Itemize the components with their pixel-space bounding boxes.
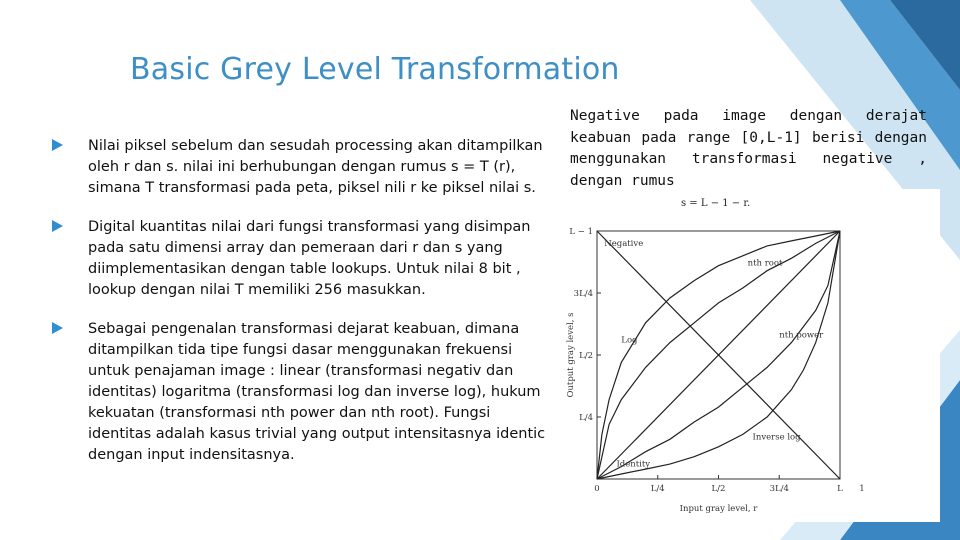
y-tick-label: 3L/4 [573, 289, 593, 299]
bullet-text: Digital kuantitas nilai dari fungsi transformasi yang disimpan pada satu dimensi array dan pemeraan dari r dan s yang diimplementasikan dengan table lookups. Untuk nilai 8 bit , lookup dengan nilai T memiliki 256 masukkan. [88, 219, 531, 298]
y-tick-label: L/4 [579, 413, 593, 423]
bullet-arrow-icon [52, 220, 63, 232]
x-tick-label: L/2 [711, 484, 726, 494]
x-tick-label: 3L/4 [769, 484, 789, 494]
y-axis-label: Output gray level, s [566, 312, 576, 398]
curve-label: Negative [604, 238, 644, 249]
curve-label: Identity [616, 459, 651, 470]
y-tick-label: L − 1 [569, 227, 593, 237]
x-axis-label: Input gray level, r [679, 504, 758, 514]
bullet-text: Nilai piksel sebelum dan sesudah processing akan ditampilkan oleh r dan s. nilai ini berhubungan dengan rumus s = T (r), simana T transformasi pada peta, piksel nili r ke piksel nilai s. [88, 138, 543, 196]
bullet-arrow-icon [52, 322, 63, 334]
x-tick-label: L/4 [650, 484, 665, 494]
negative-description: Negative pada image dengan derajat keabuan pada range [0,L-1] berisi dengan menggunakan transformasi negative , dengan rumus [570, 108, 927, 189]
transformation-chart [563, 189, 940, 522]
formula-label: s = L − 1 − r. [681, 198, 751, 209]
bullet-text: Sebagai pengenalan transformasi dejarat keabuan, dimana ditampilkan tida tipe fungsi dasar menggunakan frekuensi untuk penajaman image : linear (transformasi negativ dan identitas) logaritma (transformasi log dan inverse log), hukum kekuatan (transformasi nth power dan nth root). Fungsi identitas adalah kasus trivial yang output intensitasnya identic dengan input indensitasnya. [88, 321, 546, 463]
bullet-item [52, 319, 552, 466]
curve-label: nth root [747, 258, 783, 269]
curve-label: Log [621, 335, 638, 346]
curve-label: Inverse log [752, 432, 801, 443]
x-tick-label: 1 [859, 484, 865, 494]
transformation-figure [563, 189, 940, 522]
bullet-item [52, 217, 552, 301]
bullet-list [52, 136, 552, 484]
bullet-item [52, 136, 552, 199]
y-tick-label: L/2 [579, 351, 593, 361]
x-tick-label: 0 [594, 484, 600, 494]
bullet-arrow-icon [52, 139, 63, 151]
slide-title: Basic Grey Level Transformation [130, 52, 620, 87]
x-tick-label: L [837, 484, 843, 494]
curve-label: nth power [779, 330, 824, 341]
